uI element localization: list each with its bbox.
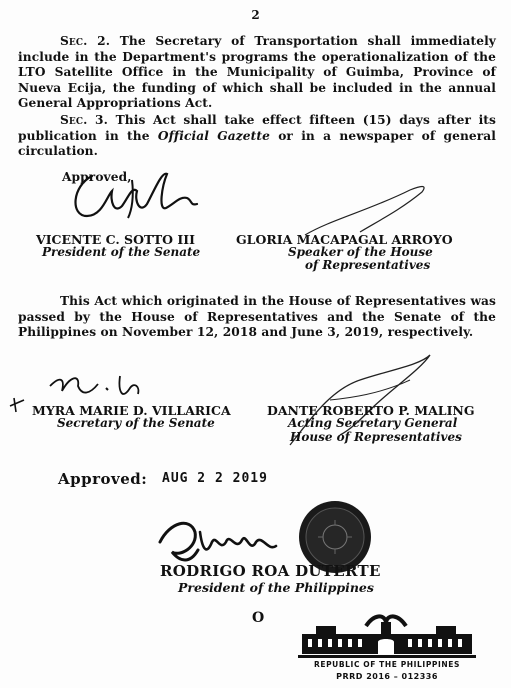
printing-line1: REPUBLIC OF THE PHILIPPINES: [313, 660, 461, 669]
footer-mark: O: [252, 610, 265, 626]
arroyo-title-line1: Speaker of the House: [288, 245, 433, 259]
arroyo-title-line2: of Representatives: [305, 258, 431, 272]
maling-title-line2: House of Representatives: [290, 430, 462, 444]
section-2-label: Sec. 2.: [60, 34, 111, 48]
official-gazette-text: Official Gazette: [157, 128, 270, 143]
maling-title-line1: Acting Secretary General: [288, 416, 458, 430]
approved-label: Approved,: [62, 170, 132, 184]
villarica-name: MYRA MARIE D. VILLARICA: [32, 403, 231, 418]
duterte-name: RODRIGO ROA DUTERTE: [160, 562, 381, 580]
sotto-title: President of the Senate: [42, 245, 201, 259]
section-3-text-after: or in a newspaper of general circulation.: [18, 128, 497, 158]
arroyo-signature: [300, 180, 450, 240]
maling-name: DANTE ROBERTO P. MALING: [267, 403, 475, 418]
passage-note: This Act which originated in the House of Representatives was passed by the House of Representatives and the Senate of the Philippines on November 12, 2018 and June 3, 2019, respectively.: [18, 294, 496, 339]
approval-label: Approved:: [58, 470, 148, 488]
arroyo-name: GLORIA MACAPAGAL ARROYO: [236, 232, 453, 247]
printing-line2: PRRD 2016 – 012336: [336, 672, 438, 681]
page-number: 2: [251, 8, 260, 22]
section-2-text: The Secretary of Transportation shall immediately include in the Department's programs the operationalization of the LTO Satellite Office in the Municipality of Guimba, Province of Nueva Ecija, the funding of which shall be included in the annual General Appropriations Act.: [18, 34, 496, 110]
section-3-label: Sec. 3.: [60, 113, 108, 127]
sotto-name: VICENTE C. SOTTO III: [36, 232, 195, 247]
section-3-paragraph: [18, 113, 496, 160]
section-3-text-before: This Act shall take effect fifteen (15) days after its publication in the: [18, 113, 496, 143]
section-2-paragraph: [18, 34, 496, 112]
sotto-signature: [62, 166, 212, 226]
duterte-title: President of the Philippines: [178, 580, 374, 595]
villarica-title: Secretary of the Senate: [57, 416, 215, 430]
printing-office-logo: [296, 612, 478, 662]
approval-date: AUG 2 2 2019: [162, 471, 268, 486]
